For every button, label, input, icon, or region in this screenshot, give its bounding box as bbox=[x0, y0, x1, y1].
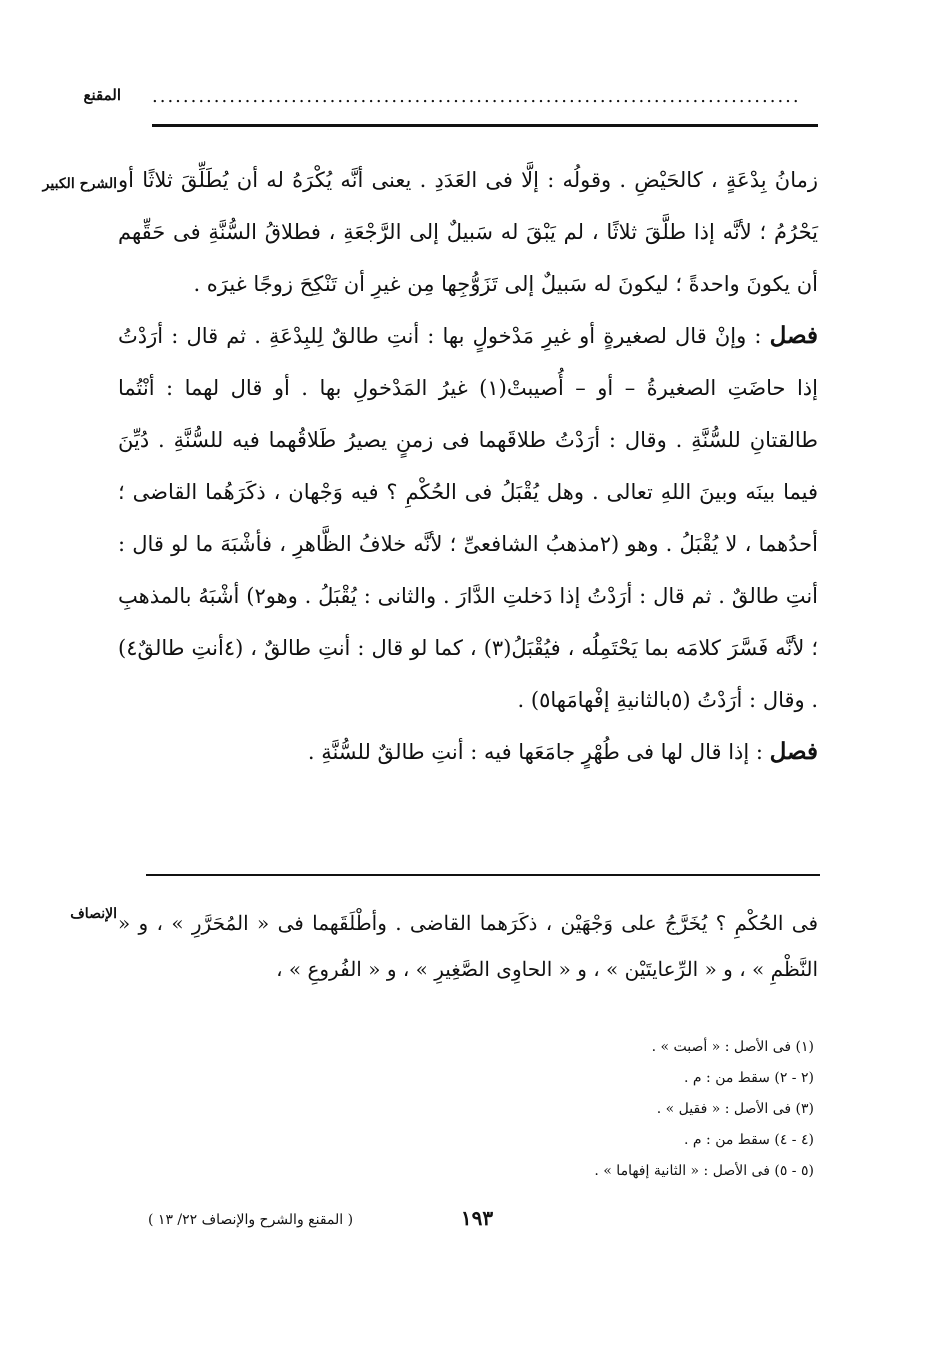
insaf-paragraph: فى الحُكْمِ ؟ يُخَرَّجُ على وَجْهَيْن ، ذكَرَهما القاضى . وأطْلَقَهما فى « المُحَرَّرِ » ، و « النَّظْمِ » ، و « الرِّعايتَيْن » ، و « الحاوِى الصَّغِيرِ » ، و « الفُروعِ » ، bbox=[118, 911, 818, 981]
paragraph-1: زمانُ بِدْعَةٍ ، كالحَيْضِ . وقولُه : إلَّا فى العَدَدِ . يعنى أنَّه يُكْرَهُ له أن يُطَلِّقَ ثلاثًا أو يَحْرُمُ ؛ لأنَّه إذا طلَّقَ ثلاثًا ، لم يَبْقَ له سَبيلٌ إلى الرَّجْعَةِ ، فطلاقُ السُّنَّةِ فى حَقِّهم أن يكونَ واحدةً ؛ ليكونَ له سَبيلٌ إلى تَزَوُّجِها مِن غيرِ أن تَنْكِحَ زوجًا غيرَه . bbox=[118, 168, 818, 296]
side-label-insaf: الإنصاف bbox=[70, 906, 117, 922]
insaf-text bbox=[118, 900, 818, 992]
paragraph-2-text: : وإنْ قال لصغيرةٍ أو غيرِ مَدْخولٍ بها : أنتِ طالقٌ لِلبِدْعَةِ . ثم قال : أرَدْتُ إذا حاضَتِ الصغيرةُ – أو – أُصيبتْ(١) غيرُ المَدْخولِ بها . أو قال لهما : أنْتُما طالقتانِ للسُّنَّةِ . وقال : أرَدْتُ طلاقَهما فى زمنٍ يصيرُ طَلاقُهما فيه للسُّنَّةِ . دُيِّنَ فيما بينَه وبينَ اللهِ تعالى . وهل يُقْبَلُ فى الحُكْمِ ؟ فيه وَجْهان ، ذكَرَهُما القاضى ؛ أحدُهما ، لا يُقْبَلُ . وهو (٢مذهبُ الشافعىِّ ؛ لأنَّه خلافُ الظَّاهرِ ، فأشْبَهَ ما لو قال : أنتِ طالقٌ . ثم قال : أرَدْتُ إذا دَخلتِ الدَّارَ . والثانى : يُقْبَلُ . وهو٢) أشْبَهُ بالمذهبِ ؛ لأنَّه فَسَّرَ كلامَه بما يَحْتَمِلُه ، فيُقْبَلُ(٣) ، كما لو قال : أنتِ طالقٌ ، (٤أنتِ طالقٌ٤) . وقال : أرَدْتُ (٥بالثانيةِ إفْهامَها٥) . bbox=[118, 324, 819, 712]
side-label-sharh: الشرح الكبير bbox=[42, 176, 117, 192]
footnote: (٣) فى الأصل : « فقيل » . bbox=[656, 1101, 814, 1117]
paragraph-2 bbox=[118, 310, 818, 726]
footnote: (٥ - ٥) فى الأصل : « الثانية إفهاما » . bbox=[594, 1163, 814, 1179]
footnote: (١) فى الأصل : « أصبت » . bbox=[651, 1039, 814, 1055]
header-dot-leader: .................................................................................... bbox=[152, 86, 801, 107]
source-reference: ( المقنع والشرح والإنصاف ٢٢/ ١٣ ) bbox=[148, 1212, 354, 1228]
header-rule bbox=[152, 124, 818, 127]
footnote: (٤ - ٤) سقط من : م . bbox=[684, 1132, 814, 1148]
section-keyword: فصل bbox=[769, 738, 818, 765]
section-divider bbox=[146, 874, 820, 876]
paragraph-3-text: : إذا قال لها فى طُهْرٍ جامَعَها فيه : أنتِ طالقٌ للسُّنَّةِ . bbox=[307, 740, 770, 764]
paragraph-3 bbox=[118, 726, 818, 778]
section-keyword: فصل bbox=[769, 322, 818, 349]
page-number: ١٩٣ bbox=[460, 1206, 494, 1230]
running-head: المقنع bbox=[83, 86, 121, 104]
footnotes bbox=[380, 1032, 814, 1187]
footnote: (٢ - ٢) سقط من : م . bbox=[684, 1070, 814, 1086]
main-text bbox=[118, 146, 818, 778]
